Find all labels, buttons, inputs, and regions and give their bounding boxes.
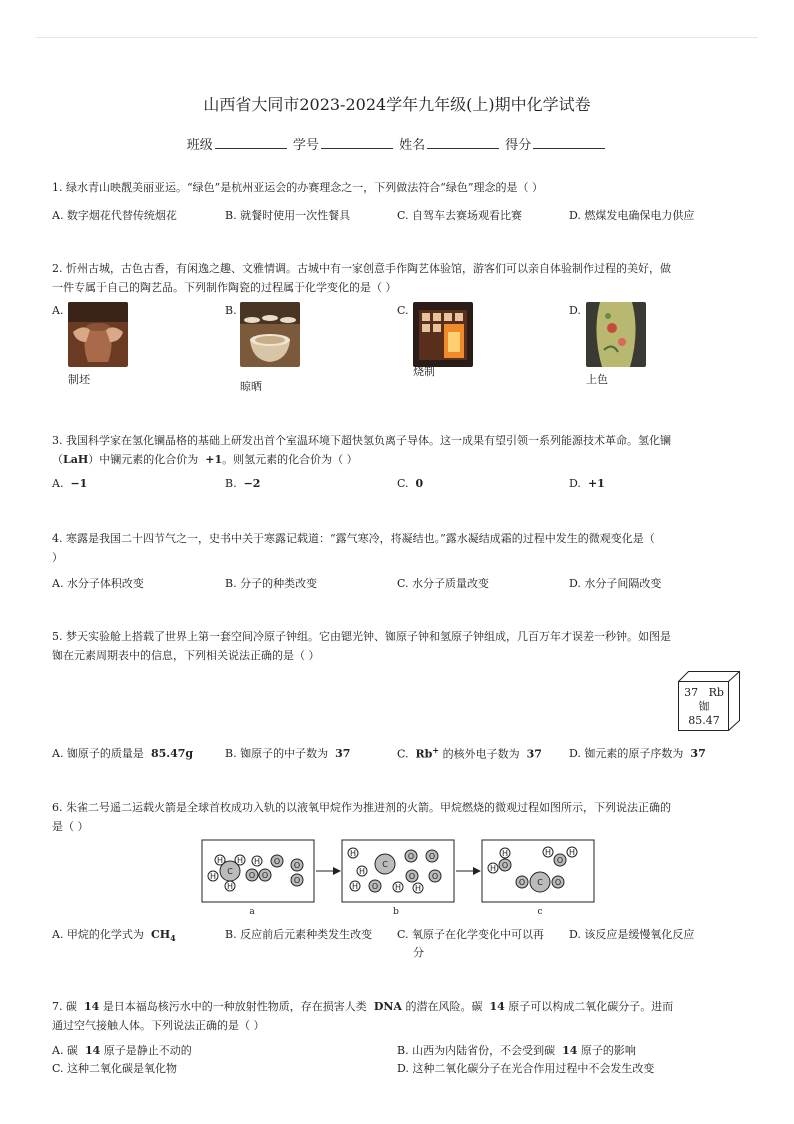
q2-option-d[interactable]: D. (569, 304, 581, 317)
score-label: 得分 (505, 138, 532, 153)
atom-h: H (394, 883, 402, 892)
q5-option-c-text: 的核外电子数为 (442, 747, 520, 761)
q5-option-c-value: 37 (526, 747, 542, 761)
q3-option-d-label: D. (569, 477, 581, 490)
q5-stem-line1: 5. 梦天实验舱上搭载了世界上第一套空间冷原子钟组。它由锶光钟、铷原子钟和氢原子钟组成，几百万年才误差一秒钟。如图是 (52, 630, 671, 643)
atom-h: H (414, 884, 422, 893)
rubidium-element-card (678, 671, 740, 731)
q3-formula: LaH (63, 453, 89, 466)
q7-option-b-number: 14 (562, 1044, 578, 1057)
exam-title: 山西省大同市2023-2024学年九年级(上)期中化学试卷 (203, 95, 591, 114)
q2-caption-d: 上色 (586, 373, 608, 386)
q5-option-c-charge: + (432, 745, 440, 755)
number-label: 学号 (292, 138, 319, 153)
atom-o: O (428, 852, 436, 861)
q5-option-b-text: B. 铷原子的中子数为 (225, 747, 329, 760)
element-mass: 85.47 (688, 714, 720, 727)
q3-stem-line1: 3. 我国科学家在氢化镧晶格的基础上研发出首个室温环境下超快氢负离子导体。这一成果有望引领一系列能源技术革命。氢化镧 (52, 434, 671, 447)
q3-option-a[interactable] (52, 477, 87, 490)
q5-option-d[interactable] (569, 745, 706, 761)
q5-option-c[interactable] (397, 745, 542, 762)
q5-option-d-text: D. 铷元素的原子序数为 (569, 747, 684, 760)
q5-option-c-label: C. (397, 747, 409, 761)
q6-option-c[interactable] (397, 926, 544, 962)
name-label: 姓名 (399, 138, 426, 153)
q7-option-a[interactable] (52, 1042, 192, 1060)
q3-option-d-value: +1 (587, 477, 605, 490)
atom-h: H (501, 849, 509, 858)
q7-dna: DNA (373, 1000, 402, 1013)
q6-option-d[interactable]: D. 该反应是缓慢氧化反应 (569, 928, 695, 941)
q6-option-c-line1: C. 氧原子在化学变化中可以再 (397, 928, 545, 941)
q3-stem-post: 。则氢元素的化合价为（ ） (222, 453, 358, 466)
q6-stem-line2: 是（ ） (52, 820, 89, 833)
question-1-stem: 1. 绿水青山映靓美丽亚运。“绿色”是杭州亚运会的办赛理念之一，下列做法符合“绿色”理念的是（ ） (52, 181, 543, 194)
atom-h: H (351, 882, 359, 891)
element-name: 铷 (698, 700, 710, 713)
question-2-stem (52, 259, 742, 297)
atom-c: C (227, 867, 233, 876)
panel-label-b: b (393, 907, 399, 917)
q3-option-d[interactable] (569, 477, 605, 490)
q4-stem-line2: ） (52, 551, 63, 564)
student-info (0, 134, 794, 153)
q3-option-b-value: −2 (243, 477, 261, 490)
atom-o: O (248, 871, 256, 880)
atom-h: H (568, 848, 576, 857)
q7-text-a: 7. 碳 (52, 1000, 77, 1013)
q1-option-a[interactable]: A. 数字烟花代替传统烟花 (52, 209, 177, 222)
atom-c: C (382, 860, 388, 869)
q5-option-a-text: A. 铷原子的质量是 (52, 747, 144, 760)
q2-option-b[interactable]: B. (225, 304, 237, 317)
q1-option-c[interactable]: C. 自驾车去赛场观看比赛 (397, 209, 523, 222)
q6-option-b[interactable]: B. 反应前后元素种类发生改变 (225, 928, 373, 941)
painted-vase-photo (586, 302, 646, 367)
question-3-stem (52, 431, 742, 469)
q7-option-a-post: 原子是静止不动的 (103, 1044, 192, 1057)
bowls-drying-photo (240, 302, 300, 367)
atom-h: H (236, 856, 244, 865)
q3-option-b-label: B. (225, 477, 237, 490)
element-number-symbol (682, 686, 726, 700)
q5-stem-line2: 铷在元素周期表中的信息，下列相关说法正确的是（ ） (52, 649, 320, 662)
atom-h: H (226, 882, 234, 891)
q6-option-a-formula: CH (150, 928, 171, 941)
number-blank[interactable] (321, 137, 393, 149)
name-blank[interactable] (427, 137, 499, 149)
q7-option-b-text: B. 山西为内陆省份，不会受到碳 (397, 1044, 556, 1057)
q7-option-a-text: A. 碳 (52, 1044, 78, 1057)
atom-o: O (371, 882, 379, 891)
question-5-stem (52, 627, 742, 665)
panel-label-c: c (537, 907, 543, 917)
kiln-firing-photo (413, 302, 473, 367)
q3-option-a-label: A. (52, 477, 64, 490)
atom-h: H (253, 857, 261, 866)
atom-o: O (431, 872, 439, 881)
q7-option-c[interactable]: C. 这种二氧化碳是氧化物 (52, 1062, 178, 1075)
q1-option-b[interactable]: B. 就餐时使用一次性餐具 (225, 209, 351, 222)
atom-o: O (293, 876, 301, 885)
q5-option-d-value: 37 (690, 747, 706, 760)
atom-c: C (537, 878, 543, 887)
q2-caption-c: 烧制 (413, 365, 435, 378)
q7-stem-line1 (52, 997, 742, 1016)
atom-o: O (407, 852, 415, 861)
pottery-shaping-photo (68, 302, 128, 367)
atom-h: H (209, 872, 217, 881)
q7-text-b: 是日本福岛核污水中的一种放射性物质，存在损害人类 (102, 1000, 367, 1013)
q5-option-c-ion: Rb (415, 747, 433, 761)
q2-stem-line1: 2. 忻州古城，古色古香，有闲逸之趣、文雅情调。古城中有一家创意手作陶艺体验馆，游客们可以亲自体验制作过程的美好，做 (52, 262, 671, 275)
q3-option-a-value: −1 (70, 477, 88, 490)
atom-o: O (554, 878, 562, 887)
class-blank[interactable] (215, 137, 287, 149)
q4-option-a[interactable]: A. 水分子体积改变 (52, 577, 144, 590)
q6-option-c-line2: 分 (413, 946, 424, 959)
atom-h: H (489, 864, 497, 873)
q3-option-c-value: 0 (415, 477, 424, 490)
q2-stem-line2: 一件专属于自己的陶艺品。下列制作陶瓷的过程属于化学变化的是（ ） (52, 281, 397, 294)
question-7-stem (52, 997, 742, 1035)
atom-h: H (358, 867, 366, 876)
q7-option-a-number: 14 (84, 1044, 101, 1057)
q6-option-a[interactable] (52, 926, 176, 943)
q5-option-a[interactable] (52, 745, 193, 761)
q7-option-b-post: 原子的影响 (580, 1044, 636, 1057)
atom-o: O (556, 856, 564, 865)
q3-option-c-label: C. (397, 477, 409, 490)
q7-number: 14 (84, 1000, 100, 1013)
atom-h: H (216, 856, 224, 865)
q7-text-c: 的潜在风险。碳 (405, 1000, 483, 1013)
q3-option-c[interactable] (397, 477, 423, 490)
q2-caption-b: 晾晒 (240, 380, 262, 393)
atom-o: O (408, 872, 416, 881)
element-atomic-number: 37 (684, 686, 699, 699)
q4-option-b[interactable]: B. 分子的种类改变 (225, 577, 318, 590)
atom-o: O (261, 871, 269, 880)
q7-text-d: 原子可以构成二氧化碳分子。进而 (508, 1000, 674, 1013)
question-4-stem (52, 529, 742, 567)
q3-stem-line2 (52, 450, 742, 469)
q4-stem-line1: 4. 寒露是我国二十四节气之一，史书中关于寒露记载道：“露气寒冷，将凝结也。”露水凝结成霜的过程中发生的微观变化是（ (52, 532, 655, 545)
q5-option-b[interactable] (225, 745, 350, 761)
methane-combustion-diagram (200, 838, 600, 918)
atom-o: O (273, 857, 281, 866)
header-rule (36, 37, 758, 38)
q2-option-c[interactable]: C. (397, 304, 409, 317)
q7-option-b[interactable] (397, 1042, 636, 1060)
q3-option-b[interactable] (225, 477, 260, 490)
atom-o: O (501, 861, 509, 870)
class-label: 班级 (186, 138, 213, 153)
q3-valence: +1 (205, 453, 223, 466)
q3-stem-mid: ）中镧元素的化合价为 (88, 453, 199, 466)
q6-stem-line1: 6. 朱雀二号遥二运载火箭是全球首枚成功入轨的以液氧甲烷作为推进剂的火箭。甲烷燃烧的微观过程如图所示，下列说法正确的 (52, 801, 671, 814)
q7-option-d[interactable]: D. 这种二氧化碳分子在光合作用过程中不会发生改变 (397, 1062, 655, 1075)
panel-label-a: a (249, 907, 255, 917)
question-6-stem (52, 798, 742, 836)
q7-number-2: 14 (489, 1000, 505, 1013)
q4-option-d[interactable]: D. 水分子间隔改变 (569, 577, 662, 590)
q2-option-a[interactable]: A. (52, 304, 64, 317)
q2-caption-a: 制坯 (68, 373, 90, 386)
q4-option-c[interactable]: C. 水分子质量改变 (397, 577, 490, 590)
q6-option-a-subscript: 4 (170, 933, 176, 944)
q3-paren-open: （ (52, 453, 63, 466)
score-blank[interactable] (533, 137, 605, 149)
q5-option-a-value: 85.47g (150, 747, 194, 760)
element-symbol: Rb (708, 686, 724, 699)
atom-o: O (518, 878, 526, 887)
panel-a (202, 840, 314, 902)
q1-option-d[interactable]: D. 燃煤发电确保电力供应 (569, 209, 695, 222)
q7-stem-line2: 通过空气接触人体。下列说法正确的是（ ） (52, 1019, 265, 1032)
atom-h: H (349, 849, 357, 858)
atom-o: O (293, 861, 301, 870)
q5-option-b-value: 37 (335, 747, 351, 760)
panel-c (482, 840, 594, 902)
atom-h: H (544, 848, 552, 857)
q6-option-a-text: A. 甲烷的化学式为 (52, 928, 144, 941)
